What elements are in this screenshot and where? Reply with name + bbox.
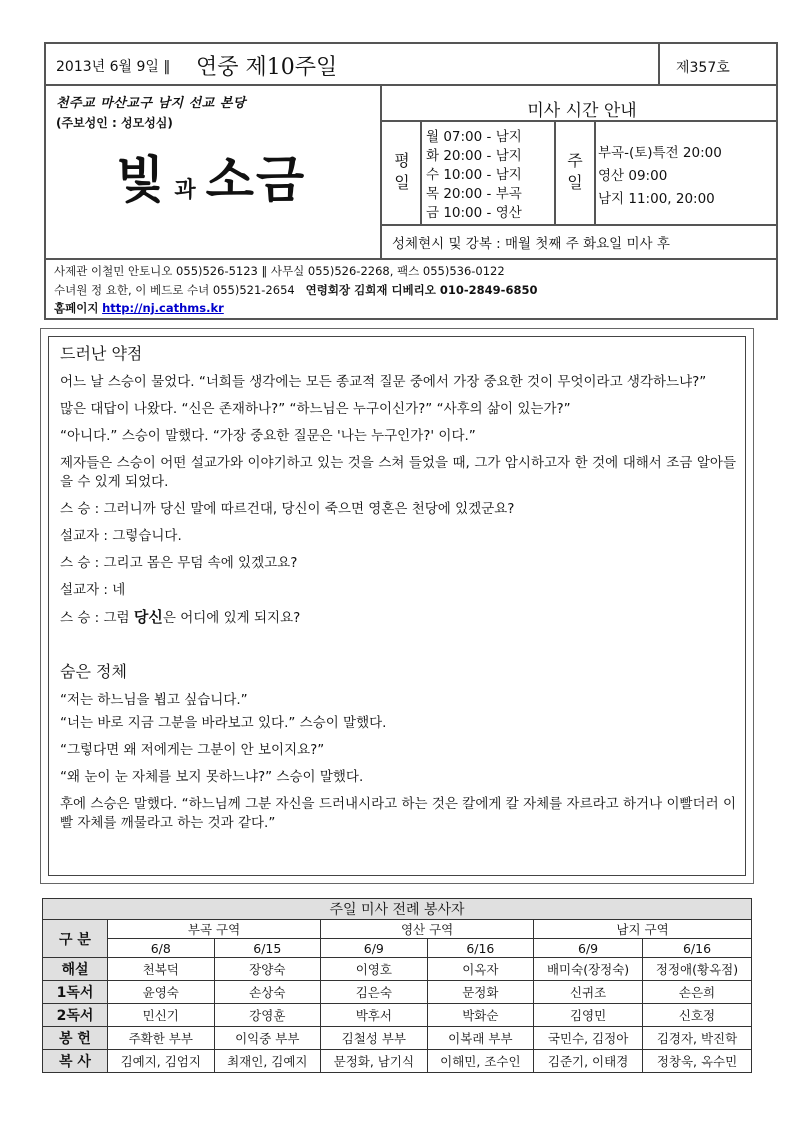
region-header: 영산 구역 [321,920,534,939]
weekday-mass-item: 금 10:00 - 영산 [426,205,522,221]
table-cell: 박후서 [321,1004,428,1027]
table-cell: 김준기, 이태경 [534,1050,643,1073]
divider [554,120,556,224]
table-cell: 김은숙 [321,981,428,1004]
issue-number: 제357호 [676,60,730,76]
date-header: 6/9 [534,939,643,958]
table-cell: 김예지, 김엄지 [108,1050,215,1073]
sunday-mass-item: 남지 11:00, 20:00 [598,191,715,207]
table-row [43,1027,752,1050]
table-cell: 김영민 [534,1004,643,1027]
dialogue-text: 스 승 : 그럼 [60,610,134,626]
bulletin-header [44,42,778,320]
date-row [43,939,752,958]
table-row [43,981,752,1004]
funeral-committee-contact: 연령회장 김희재 디베리오 010-2849-6850 [305,282,538,297]
church-name: 천주교 마산교구 남지 선교 본당 [56,96,246,111]
weekday-label [386,150,418,194]
weekday-mass-item: 월 07:00 - 남지 [426,129,522,145]
divider [46,258,776,260]
liturgical-title: 연중 제10주일 [196,55,338,80]
table-cell: 이해민, 조수인 [427,1050,534,1073]
divider [420,120,422,224]
logo-word-and: 과 [174,178,198,203]
table-cell: 이복래 부부 [427,1027,534,1050]
row-label: 해설 [43,958,108,981]
table-cell: 박화순 [427,1004,534,1027]
table-cell: 이영호 [321,958,428,981]
table-cell: 신호정 [643,1004,752,1027]
dialogue-line: “그렇다면 왜 저에게는 그분이 안 보이지요?” [60,742,325,758]
dialogue-line: “저는 하느님을 뵙고 싶습니다.” [60,692,248,708]
table-row [43,1004,752,1027]
row-label: 2독서 [43,1004,108,1027]
table-cell: 손상숙 [214,981,321,1004]
emphasis-text: 당신 [133,608,163,626]
article-heading: 드러난 약점 [60,344,143,363]
paragraph: 후에 스승은 말했다. “하느님께 그분 자신을 드러내시라고 하는 것은 칼에게 칼 자체를 자르라고 하거나 이빨더러 이빨 자체를 깨물라고 하는 것과 같다.” [60,796,736,831]
dialogue-line [60,608,736,628]
table-corner: 구 분 [43,920,108,958]
table-caption: 주일 미사 전례 봉사자 [43,899,752,920]
date-header: 6/16 [643,939,752,958]
divider [46,84,776,86]
homepage-line [54,299,537,318]
contact-line: 사제관 이철민 안토니오 055)526-5123 ‖ 사무실 055)526-2268, 팩스 055)536-0122 [54,264,505,278]
table-cell: 주확한 부부 [108,1027,215,1050]
weekday-mass-item: 목 20:00 - 부곡 [426,186,522,202]
table-cell: 강영훈 [214,1004,321,1027]
table-cell: 장양숙 [214,958,321,981]
row-label: 봉 헌 [43,1027,108,1050]
table-cell: 김철성 부부 [321,1027,428,1050]
row-label: 1독서 [43,981,108,1004]
convent-contact: 수녀원 정 요한, 이 베드로 수녀 055)521-2654 [54,282,295,297]
table-cell: 천복덕 [108,958,215,981]
dialogue-line: “너는 바로 지금 그분을 바라보고 있다.” 스승이 말했다. [60,715,387,731]
sunday-label-char: 일 [567,173,583,192]
table-cell: 배미숙(장정숙) [534,958,643,981]
date-header: 6/15 [214,939,321,958]
table-cell: 윤영숙 [108,981,215,1004]
date-header: 6/16 [427,939,534,958]
dialogue-line: 설교자 : 네 [60,582,126,598]
table-row [43,958,752,981]
weekday-mass-item: 수 10:00 - 남지 [426,167,522,183]
paragraph: 어느 날 스승이 물었다. “너희들 생각에는 모든 종교적 질문 중에서 가장 중요한 것이 무엇이라고 생각하느냐?” [60,374,707,390]
weekday-mass-item: 화 20:00 - 남지 [426,148,522,164]
table-cell: 정정애(황옥점) [643,958,752,981]
weekday-label-char: 일 [394,173,410,192]
sunday-label-char: 주 [567,151,583,170]
region-header: 부곡 구역 [108,920,321,939]
patron-saint: (주보성인 : 성모성심) [56,116,173,130]
table-cell: 김경자, 박진학 [643,1027,752,1050]
logo-word-light: 빛 [116,151,167,209]
region-header: 남지 구역 [534,920,752,939]
paragraph: 제자들은 스승이 어떤 설교가와 이야기하고 있는 것을 스쳐 들었을 때, 그가 암시하고자 한 것에 대해서 조금 알아들을 수 있게 되었다. [60,455,736,490]
divider [380,84,382,258]
table-cell: 정창욱, 옥수민 [643,1050,752,1073]
table-cell: 최재인, 김예지 [214,1050,321,1073]
region-row [43,920,752,939]
bulletin-logo [116,140,306,212]
paragraph: “아니다.” 스승이 말했다. “가장 중요한 질문은 '나는 누구인가?' 이다.” [60,428,476,444]
dialogue-line: 스 승 : 그리고 몸은 무덤 속에 있겠고요? [60,555,298,571]
table-row [43,1050,752,1073]
weekday-mass-list [426,128,522,223]
table-cell: 국민수, 김정아 [534,1027,643,1050]
table-cell: 문정화, 남기식 [321,1050,428,1073]
date-text: 2013년 6월 9일 [56,59,159,75]
date-header: 6/9 [321,939,428,958]
contact-info [54,262,537,318]
logo-word-salt: 소금 [205,151,307,209]
dialogue-line: “왜 눈이 눈 자체를 보지 못하느냐?” 스승이 말했다. [60,769,364,785]
adoration-notice: 성체현시 및 강복 : 매월 첫째 주 화요일 미사 후 [392,236,670,252]
table-cell: 신귀조 [534,981,643,1004]
liturgy-servers-table [42,898,752,1073]
contact-line [54,281,537,300]
date-header: 6/8 [108,939,215,958]
sunday-label [558,150,592,194]
table-cell: 손은희 [643,981,752,1004]
homepage-label: 홈페이지 [54,301,99,315]
bulletin-date [56,56,170,76]
table-cell: 이옥자 [427,958,534,981]
weekday-label-char: 평 [394,151,410,170]
sunday-mass-list [598,142,722,211]
table-cell: 문정화 [427,981,534,1004]
paragraph: 많은 대답이 나왔다. “신은 존재하나?” “하느님은 누구이신가?” “사후의 삶이 있는가?” [60,401,571,417]
homepage-link[interactable]: http://nj.cathms.kr [102,301,224,315]
dialogue-text: 은 어디에 있게 되지요? [162,610,301,626]
article-heading: 숨은 정체 [60,662,127,681]
divider [380,224,776,226]
sunday-mass-item: 부곡-(토)특전 20:00 [598,145,722,161]
divider [594,120,596,224]
table-cell: 이익중 부부 [214,1027,321,1050]
separator: ‖ [163,59,171,75]
table-cell: 민신기 [108,1004,215,1027]
table-caption-row [43,899,752,920]
article-body [60,344,736,841]
dialogue-line: 스 승 : 그러니까 당신 말에 따르건대, 당신이 죽으면 영혼은 천당에 있겠군요? [60,501,515,517]
sunday-mass-item: 영산 09:00 [598,168,668,184]
mass-times-heading: 미사 시간 안내 [527,101,637,121]
row-label: 복 사 [43,1050,108,1073]
divider [658,44,660,84]
dialogue-line: 설교자 : 그렇습니다. [60,528,182,544]
